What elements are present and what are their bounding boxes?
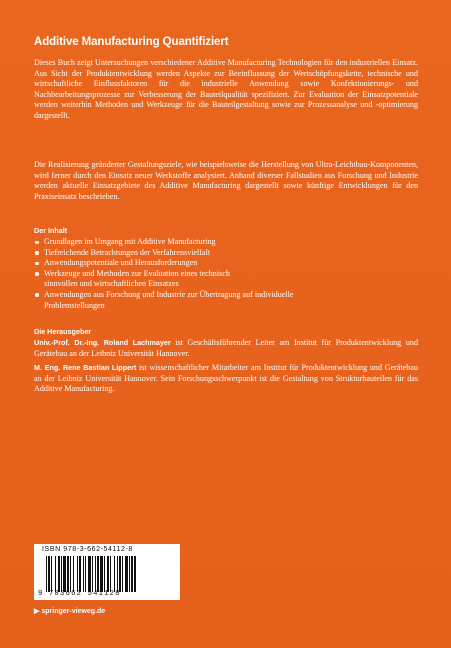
editor-text: ist Geschäftsführender Leiter am Institut für Produktentwicklung und Gerätebau an der Leibniz Universität Hannover. [34, 338, 418, 358]
barcode-digits: 9 783662 541128 [38, 590, 121, 598]
editor-text: ist wissenschaftlicher Mitarbeiter am Institut für Produktentwicklung und Gerätebau an der Leibniz Universität Hannover. Sein Forschungsschwerpunkt ist die Gestaltung von Strukturbauteilen für das Additive Manufacturing. [34, 363, 418, 394]
editor-bio-2 [34, 363, 418, 395]
editors-heading: Die Herausgeber [34, 327, 92, 336]
barcode-bars-icon [46, 556, 172, 592]
editor-name: M. Eng. Rene Bastian Lippert [34, 363, 137, 372]
arrow-right-icon: ▶ [34, 608, 40, 615]
list-item: Anwendungspotentiale und Herausforderungen [34, 258, 414, 269]
bullet-icon [35, 293, 39, 297]
publisher-link[interactable] [34, 607, 105, 615]
list-item: Grundlagen im Umgang mit Additive Manufacturing [34, 237, 414, 248]
editor-name: Univ.-Prof. Dr.-Ing. Roland Lachmayer [34, 338, 171, 347]
contents-list [34, 237, 414, 311]
barcode [34, 544, 180, 600]
bullet-icon [35, 251, 39, 255]
contents-heading: Der Inhalt [34, 226, 68, 235]
list-item: Werkzeuge und Methoden zur Evaluation eines technisch sinnvollen und wirtschaftlichen Einsatzes [34, 269, 249, 290]
bullet-icon [35, 272, 39, 276]
publisher-url: springer-vieweg.de [41, 608, 106, 615]
book-title: Additive Manufacturing Quantifiziert [34, 36, 229, 48]
intro-paragraph-1: Dieses Buch zeigt Untersuchungen verschiedener Additive Manufacturing Technologien für den industriellen Einsatz. Aus Sicht der Produktentwicklung werden Aspekte zur Beeinflussung der Wertschöpfungskette, technische und wirtschaftliche Einflussfaktoren für die industrielle Anwendung sowie Konfektionierungs- und Nachbearbeitungsprozesse zur Verbesserung der Bauteilqualität spezifiziert. Zur Evaluation der Einsatzpotentiale werden weiterhin Methoden und Werkzeuge für die Bauteilgestaltung sowie zur Prozessanalyse und -optimierung dargestellt. [34, 58, 418, 120]
isbn-label: ISBN 978-3-662-54112-8 [42, 546, 133, 553]
list-item: Tiefreichende Betrachtungen der Verfahrensvielfalt [34, 248, 414, 259]
editor-bio-1 [34, 338, 418, 359]
bullet-icon [35, 262, 39, 266]
list-item: Anwendungen aus Forschung und Industrie zur Übertragung auf individuelle Problemstellungen [34, 290, 344, 311]
intro-paragraph-2: Die Realisierung geänderter Gestaltungsziele, wie beispielsweise die Herstellung von Ultra-Leichtbau-Komponenten, wird ferner durch den Einsatz neuer Werkstoffe analysiert. Anhand diverser Fallstudien aus Forschung und Industrie werden aktuelle Einsatzgebiete des Additive Manufacturing dargestellt sowie künftige Entwicklungen für den Praxiseinsatz beschrieben. [34, 160, 418, 201]
bullet-icon [35, 241, 39, 245]
